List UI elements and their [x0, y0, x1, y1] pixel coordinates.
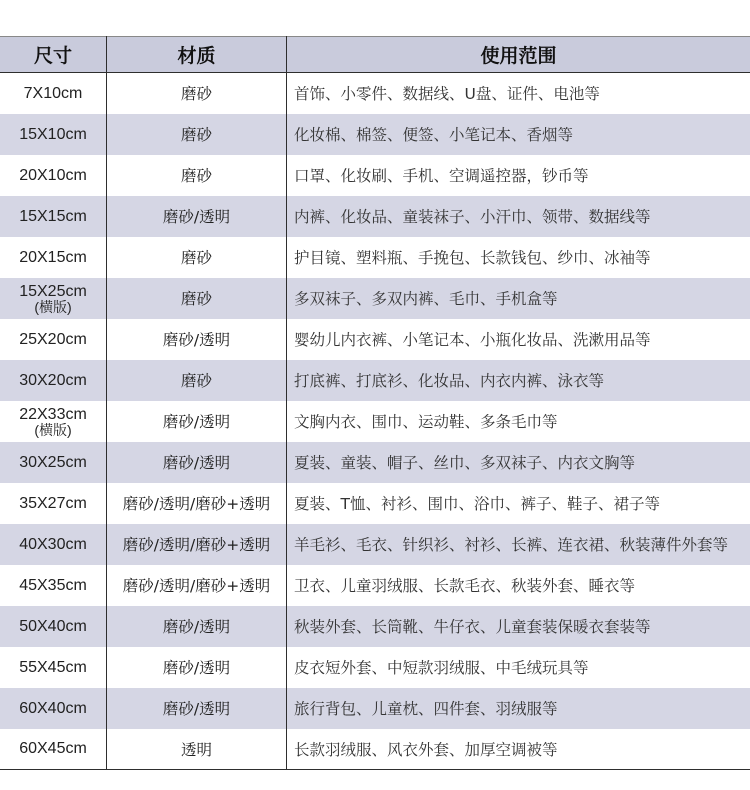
size-value: 20X10cm	[19, 166, 87, 184]
size-value: 30X20cm	[19, 371, 87, 389]
table-row	[0, 442, 750, 483]
size-cell	[0, 237, 107, 278]
size-cell	[0, 319, 107, 360]
material-cell: 磨砂/透明/磨砂+透明	[107, 524, 287, 565]
material-cell: 磨砂/透明	[107, 196, 287, 237]
size-value: 20X15cm	[19, 248, 87, 266]
material-cell: 磨砂	[107, 360, 287, 401]
table-row	[0, 729, 750, 770]
material-cell: 磨砂/透明	[107, 401, 287, 442]
size-value: 45X35cm	[19, 576, 87, 594]
table-row	[0, 73, 750, 114]
material-cell: 磨砂/透明/磨砂+透明	[107, 565, 287, 606]
table-row	[0, 237, 750, 278]
size-orientation-note: (横版)	[34, 421, 72, 438]
material-cell: 磨砂	[107, 237, 287, 278]
table-row	[0, 688, 750, 729]
top-margin	[0, 0, 750, 36]
size-value: 40X30cm	[19, 535, 87, 553]
table-row	[0, 155, 750, 196]
usage-cell: 旅行背包、儿童枕、四件套、羽绒服等	[294, 700, 558, 718]
size-cell	[0, 278, 107, 319]
material-cell: 磨砂	[107, 73, 287, 114]
table-row	[0, 606, 750, 647]
header-row	[0, 37, 750, 73]
size-cell	[0, 73, 107, 114]
size-value: 30X25cm	[19, 453, 87, 471]
size-value: 55X45cm	[19, 658, 87, 676]
size-cell	[0, 155, 107, 196]
header-size: 尺寸	[0, 37, 107, 73]
table-row	[0, 524, 750, 565]
material-cell: 磨砂/透明/磨砂+透明	[107, 483, 287, 524]
material-cell: 磨砂/透明	[107, 442, 287, 483]
table-body	[0, 73, 750, 770]
material-cell: 磨砂	[107, 278, 287, 319]
usage-cell: 首饰、小零件、数据线、U盘、证件、电池等	[294, 85, 600, 104]
table-row	[0, 401, 750, 442]
size-cell	[0, 565, 107, 606]
usage-cell: 文胸内衣、围巾、运动鞋、多条毛巾等	[294, 413, 558, 431]
size-cell	[0, 483, 107, 524]
size-cell	[0, 688, 107, 729]
usage-cell: 夏装、T恤、衬衫、围巾、浴巾、裤子、鞋子、裙子等	[294, 495, 660, 513]
size-cell	[0, 196, 107, 237]
header-usage: 使用范围	[287, 37, 750, 73]
usage-cell: 护目镜、塑料瓶、手挽包、长款钱包、纱巾、冰袖等	[294, 249, 651, 267]
size-cell	[0, 114, 107, 155]
size-value: 60X40cm	[19, 699, 87, 717]
table-row	[0, 278, 750, 319]
material-cell: 磨砂/透明	[107, 319, 287, 360]
usage-cell: 卫衣、儿童羽绒服、长款毛衣、秋装外套、睡衣等	[294, 577, 636, 595]
size-orientation-note: (横版)	[34, 298, 72, 315]
material-cell: 磨砂/透明	[107, 688, 287, 729]
size-value: 25X20cm	[19, 330, 87, 348]
size-cell	[0, 524, 107, 565]
usage-cell: 打底裤、打底衫、化妆品、内衣内裤、泳衣等	[294, 372, 605, 390]
usage-cell: 秋装外套、长筒靴、牛仔衣、儿童套装保暖衣套装等	[294, 618, 651, 636]
table-row	[0, 114, 750, 155]
usage-cell: 口罩、化妆刷、手机、空调遥控器，钞币等	[294, 167, 589, 185]
usage-cell: 皮衣短外套、中短款羽绒服、中毛绒玩具等	[294, 659, 589, 677]
size-value: 15X10cm	[19, 125, 87, 143]
table-row	[0, 360, 750, 401]
size-cell	[0, 647, 107, 688]
header-material: 材质	[107, 37, 287, 73]
usage-cell: 夏装、童装、帽子、丝巾、多双袜子、内衣文胸等	[294, 454, 636, 472]
size-value: 7X10cm	[23, 84, 83, 102]
table-row	[0, 196, 750, 237]
size-cell	[0, 606, 107, 647]
table-row	[0, 319, 750, 360]
table-row	[0, 483, 750, 524]
usage-cell: 长款羽绒服、风衣外套、加厚空调被等	[287, 729, 750, 770]
material-cell: 磨砂	[107, 114, 287, 155]
size-value: 35X27cm	[19, 494, 87, 512]
size-value: 15X15cm	[19, 207, 87, 225]
usage-cell: 羊毛衫、毛衣、针织衫、衬衫、长裤、连衣裙、秋装薄件外套等	[294, 536, 729, 554]
size-value: 22X33cm	[19, 405, 87, 423]
material-cell: 磨砂/透明	[107, 606, 287, 647]
usage-cell: 婴幼儿内衣裤、小笔记本、小瓶化妆品、洗漱用品等	[294, 331, 651, 349]
usage-cell: 内裤、化妆品、童装袜子、小汗巾、领带、数据线等	[294, 208, 651, 226]
usage-cell: 化妆棉、棉签、便签、小笔记本、香烟等	[294, 126, 574, 144]
size-cell	[0, 442, 107, 483]
size-cell	[0, 729, 107, 770]
size-value: 15X25cm	[19, 282, 87, 300]
material-cell: 磨砂/透明	[107, 647, 287, 688]
material-cell: 磨砂	[107, 155, 287, 196]
usage-cell: 多双袜子、多双内裤、毛巾、手机盒等	[294, 290, 558, 308]
size-cell	[0, 401, 107, 442]
size-cell	[0, 360, 107, 401]
size-value: 50X40cm	[19, 617, 87, 635]
table-row	[0, 647, 750, 688]
table-row	[0, 565, 750, 606]
material-cell: 透明	[107, 729, 287, 770]
size-value: 60X45cm	[19, 740, 87, 758]
bag-size-table	[0, 36, 750, 770]
